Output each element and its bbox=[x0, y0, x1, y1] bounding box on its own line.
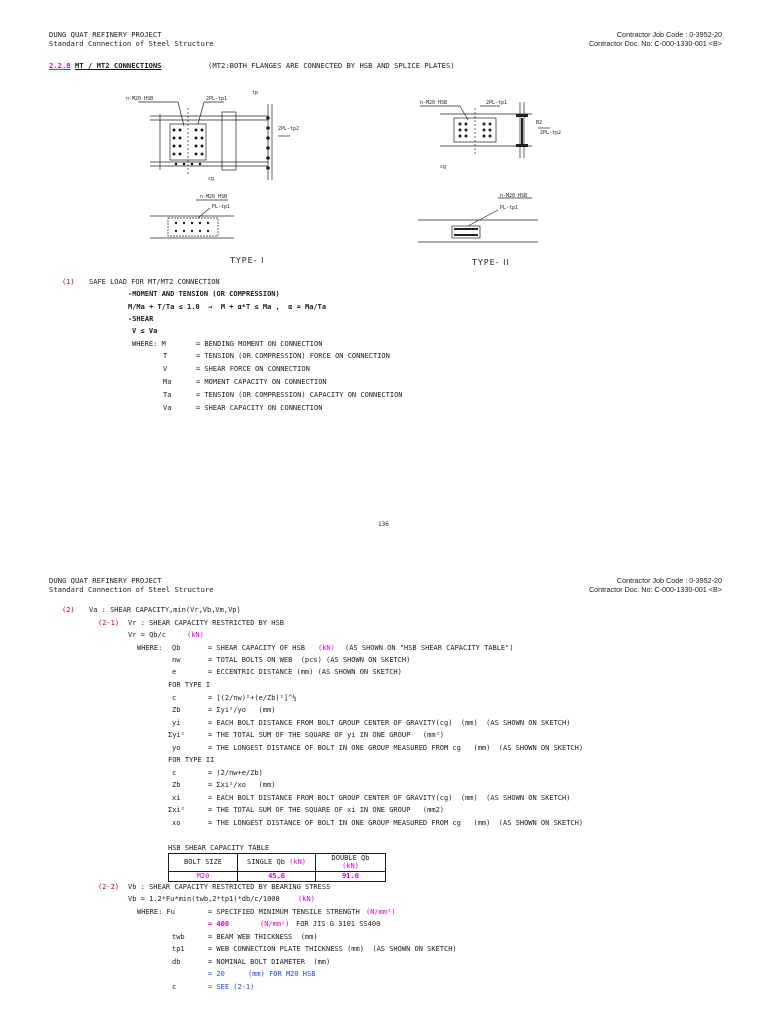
fu-value-unit: (N/mm²) bbox=[260, 920, 290, 928]
tp1-text: = WEB CONNECTION PLATE THICKNESS (mm) (AS SHOWN ON SKETCH) bbox=[208, 945, 457, 953]
type2-section-hsb-label: n-M20 HSB bbox=[500, 193, 528, 199]
type2-label: TYPE- II bbox=[472, 258, 510, 267]
def-sym-va: Va bbox=[163, 404, 172, 412]
hsb-label: n-M20 HSB bbox=[126, 96, 154, 102]
t1-text-yo: = THE LONGEST DISTANCE OF BOLT IN ONE GROUP MEASURED FROM cg (mm) (AS SHOWN ON SKETCH) bbox=[208, 744, 584, 752]
doc-number-2: Contractor Doc. No: C-000-1330-001 <B> bbox=[588, 585, 722, 594]
s22-title: Vb : SHEAR CAPACITY RESTRICTED BY BEARING STRESS bbox=[128, 883, 331, 891]
t2-sym-zb: Zb bbox=[172, 781, 181, 789]
t2-text-sxi: = THE TOTAL SUM OF THE SQUARE OF xi IN ONE GROUP (mm2) bbox=[208, 806, 445, 814]
def-sym-ta: Ta bbox=[163, 391, 172, 399]
table-row bbox=[169, 871, 386, 881]
def-text-m: = BENDING MOMENT ON CONNECTION bbox=[196, 340, 323, 348]
t2-text-xi: = EACH BOLT DISTANCE FROM BOLT GROUP CENTER OF GRAVITY(cg) (mm) (AS SHOWN ON SKETCH) bbox=[208, 794, 571, 802]
db-symbol: db bbox=[172, 958, 181, 966]
shear-title: Va : SHEAR CAPACITY,min(Vr,Vb,Vm,Vp) bbox=[89, 606, 241, 614]
fu-unit: (N/mm²) bbox=[366, 908, 396, 916]
s21-number: (2-1) bbox=[98, 619, 120, 627]
type2-pl2-label: 2PL-tp1 bbox=[486, 100, 508, 106]
s22-number: (2-2) bbox=[98, 883, 120, 891]
pl3-label: 2PL-tp2 bbox=[278, 126, 300, 132]
vr-unit: (kN) bbox=[187, 631, 204, 639]
def-text-t: = TENSION (OR COMPRESSION) FORCE ON CONNECTION bbox=[196, 352, 390, 360]
for-type1: FOR TYPE I bbox=[168, 681, 211, 689]
doc-number: Contractor Doc. No: C-000-1330-001 <B> bbox=[588, 39, 722, 48]
def-sym-ma: Ma bbox=[163, 378, 172, 386]
db-value: = 20 bbox=[208, 970, 225, 978]
section-name: MT / MT2 CONNECTIONS bbox=[74, 61, 162, 70]
type2-hsb-label: n-M20 HSB bbox=[420, 100, 448, 106]
type2-section-pl-label: PL-tp1 bbox=[500, 205, 519, 211]
project-name-2: DUNG QUAT REFINERY PROJECT bbox=[49, 576, 162, 585]
header-right bbox=[589, 30, 722, 48]
section-hsb-label: n-M20 HSB bbox=[200, 194, 228, 200]
table-cell: M20 bbox=[169, 871, 238, 881]
table-header-row bbox=[169, 854, 386, 872]
page-number: 136 bbox=[378, 521, 389, 528]
type2-cg-label: cg bbox=[440, 164, 447, 170]
c-text: = SEE (2-1) bbox=[208, 983, 255, 991]
type2-b2-label: B2 bbox=[536, 120, 543, 126]
def-text-v: = SHEAR FORCE ON CONNECTION bbox=[196, 365, 310, 373]
hsb-table-title: HSB SHEAR CAPACITY TABLE bbox=[168, 844, 270, 852]
section-title bbox=[49, 62, 162, 71]
shear-number: (2) bbox=[62, 606, 75, 614]
document-subtitle: Standard Connection of Steel Structure bbox=[49, 39, 214, 48]
section-pl-label: PL-tp1 bbox=[212, 204, 231, 210]
type2-elevation-sketch bbox=[420, 88, 600, 178]
nw-text: = TOTAL BOLTS ON WEB (pcs) (AS SHOWN ON SKETCH) bbox=[208, 656, 411, 664]
safe-load-number: (1) bbox=[62, 278, 75, 286]
job-code: Contractor Job Code : 0-3952-20 bbox=[616, 30, 722, 39]
shear-title: -SHEAR bbox=[128, 315, 154, 323]
t2-sym-xo: xo bbox=[172, 819, 181, 827]
where-m: WHERE: M bbox=[132, 340, 166, 348]
type1-elevation-sketch bbox=[118, 84, 318, 194]
t1-sym-zb: Zb bbox=[172, 706, 181, 714]
t2-sym-sxi: Σxi² bbox=[168, 806, 185, 814]
e-text: = ECCENTRIC DISTANCE (mm) (AS SHOWN ON SKETCH) bbox=[208, 668, 402, 676]
vr-formula: Vr = Qb/c bbox=[128, 631, 166, 639]
t2-text-c: = (2/nw+e/Zb) bbox=[208, 769, 263, 777]
def-text-ta: = TENSION (OR COMPRESSION) CAPACITY ON CONNECTION bbox=[196, 391, 403, 399]
job-code-2: Contractor Job Code : 0-3952-20 bbox=[616, 576, 722, 585]
cg-label: cg bbox=[208, 176, 215, 182]
twb-text: = BEAM WEB THICKNESS (mm) bbox=[208, 933, 318, 941]
t1-sym-yi: yi bbox=[172, 719, 181, 727]
pl2-label: 2PL-tp1 bbox=[206, 96, 228, 102]
t1-text-syi: = THE TOTAL SUM OF THE SQUARE OF yi IN ONE GROUP (mm²) bbox=[208, 731, 445, 739]
t2-sym-c: c bbox=[172, 769, 177, 777]
page-137 bbox=[0, 540, 768, 1024]
header-left-2 bbox=[49, 576, 213, 594]
hsb-shear-capacity-table bbox=[168, 853, 386, 882]
nw-symbol: nw bbox=[172, 656, 181, 664]
type2-section-sketch bbox=[408, 190, 548, 250]
qb-text: = SHEAR CAPACITY OF HSB bbox=[208, 644, 305, 652]
project-name: DUNG QUAT REFINERY PROJECT bbox=[49, 30, 162, 39]
fu-value-note: FOR JIS G 3101 SS400 bbox=[296, 920, 381, 928]
safe-load-title: SAFE LOAD FOR MT/MT2 CONNECTION bbox=[89, 278, 220, 286]
t1-sym-syi: Σyi² bbox=[168, 731, 185, 739]
tp-label: tp bbox=[252, 90, 259, 96]
type2-pl3-label: 2PL-tp2 bbox=[540, 130, 562, 136]
db-value-note: (mm) FOR M20 HSB bbox=[248, 970, 316, 978]
qb-symbol: Qb bbox=[172, 644, 181, 652]
s21-title: Vr : SHEAR CAPACITY RESTRICTED BY HSB bbox=[128, 619, 284, 627]
table-cell: 45.6 bbox=[238, 871, 316, 881]
t2-text-xo: = THE LONGEST DISTANCE OF BOLT IN ONE GROUP MEASURED FROM cg (mm) (AS SHOWN ON SKETCH) bbox=[208, 819, 584, 827]
def-text-va: = SHEAR CAPACITY ON CONNECTION bbox=[196, 404, 323, 412]
type1-section-sketch bbox=[138, 190, 248, 250]
t1-text-yi: = EACH BOLT DISTANCE FROM BOLT GROUP CENTER OF GRAVITY(cg) (mm) (AS SHOWN ON SKETCH) bbox=[208, 719, 571, 727]
where-label: WHERE: bbox=[137, 644, 163, 652]
header-right-2 bbox=[589, 576, 722, 594]
c-symbol: c bbox=[172, 983, 177, 991]
table-header-cell: DOUBLE Qb (kN) bbox=[316, 854, 386, 872]
def-text-ma: = MOMENT CAPACITY ON CONNECTION bbox=[196, 378, 327, 386]
t1-sym-c: c bbox=[172, 694, 177, 702]
qb-unit: (kN) bbox=[318, 644, 335, 652]
vb-formula: Vb = 1.2*Fu*min(twb,2*tp1)*db/c/1000 bbox=[128, 895, 280, 903]
moment-title: -MOMENT AND TENSION (OR COMPRESSION) bbox=[128, 290, 280, 298]
type1-label: TYPE- I bbox=[230, 256, 265, 265]
for-type2: FOR TYPE II bbox=[168, 756, 215, 764]
def-sym-t: T bbox=[163, 352, 168, 360]
def-sym-v: V bbox=[163, 365, 168, 373]
moment-formula: M/Ma + T/Ta ≤ 1.0 → M + α*T ≤ Ma , α = Ma/Ta bbox=[128, 303, 327, 311]
table-cell: 91.0 bbox=[316, 871, 386, 881]
qb-note: (AS SHOWN ON "HSB SHEAR CAPACITY TABLE") bbox=[345, 644, 514, 652]
table-header-cell: BOLT SIZE bbox=[169, 854, 238, 872]
t1-text-zb: = Σyi²/yo (mm) bbox=[208, 706, 276, 714]
t2-text-zb: = Σxi²/xo (mm) bbox=[208, 781, 276, 789]
section-number: 2.2.8 bbox=[49, 61, 71, 70]
t2-sym-xi: xi bbox=[172, 794, 181, 802]
fu-text: = SPECIFIED MINIMUM TENSILE STRENGTH bbox=[208, 908, 360, 916]
document-subtitle-2: Standard Connection of Steel Structure bbox=[49, 585, 214, 594]
shear-formula: V ≤ Va bbox=[132, 327, 158, 335]
fu-symbol: WHERE: Fu bbox=[137, 908, 175, 916]
fu-value: = 400 bbox=[208, 920, 230, 928]
header-left bbox=[49, 30, 213, 48]
twb-symbol: twb bbox=[172, 933, 185, 941]
section-note: (MT2:BOTH FLANGES ARE CONNECTED BY HSB AND SPLICE PLATES) bbox=[208, 61, 455, 70]
t1-sym-yo: yo bbox=[172, 744, 181, 752]
e-symbol: e bbox=[172, 668, 177, 676]
vb-unit: (kN) bbox=[298, 895, 315, 903]
table-header-cell: SINGLE Qb (kN) bbox=[238, 854, 316, 872]
db-text: = NOMINAL BOLT DIAMETER (mm) bbox=[208, 958, 331, 966]
t1-text-c: = [(2/nw)²+(e/Zb)²]^½ bbox=[208, 694, 297, 702]
tp1-symbol: tp1 bbox=[172, 945, 185, 953]
